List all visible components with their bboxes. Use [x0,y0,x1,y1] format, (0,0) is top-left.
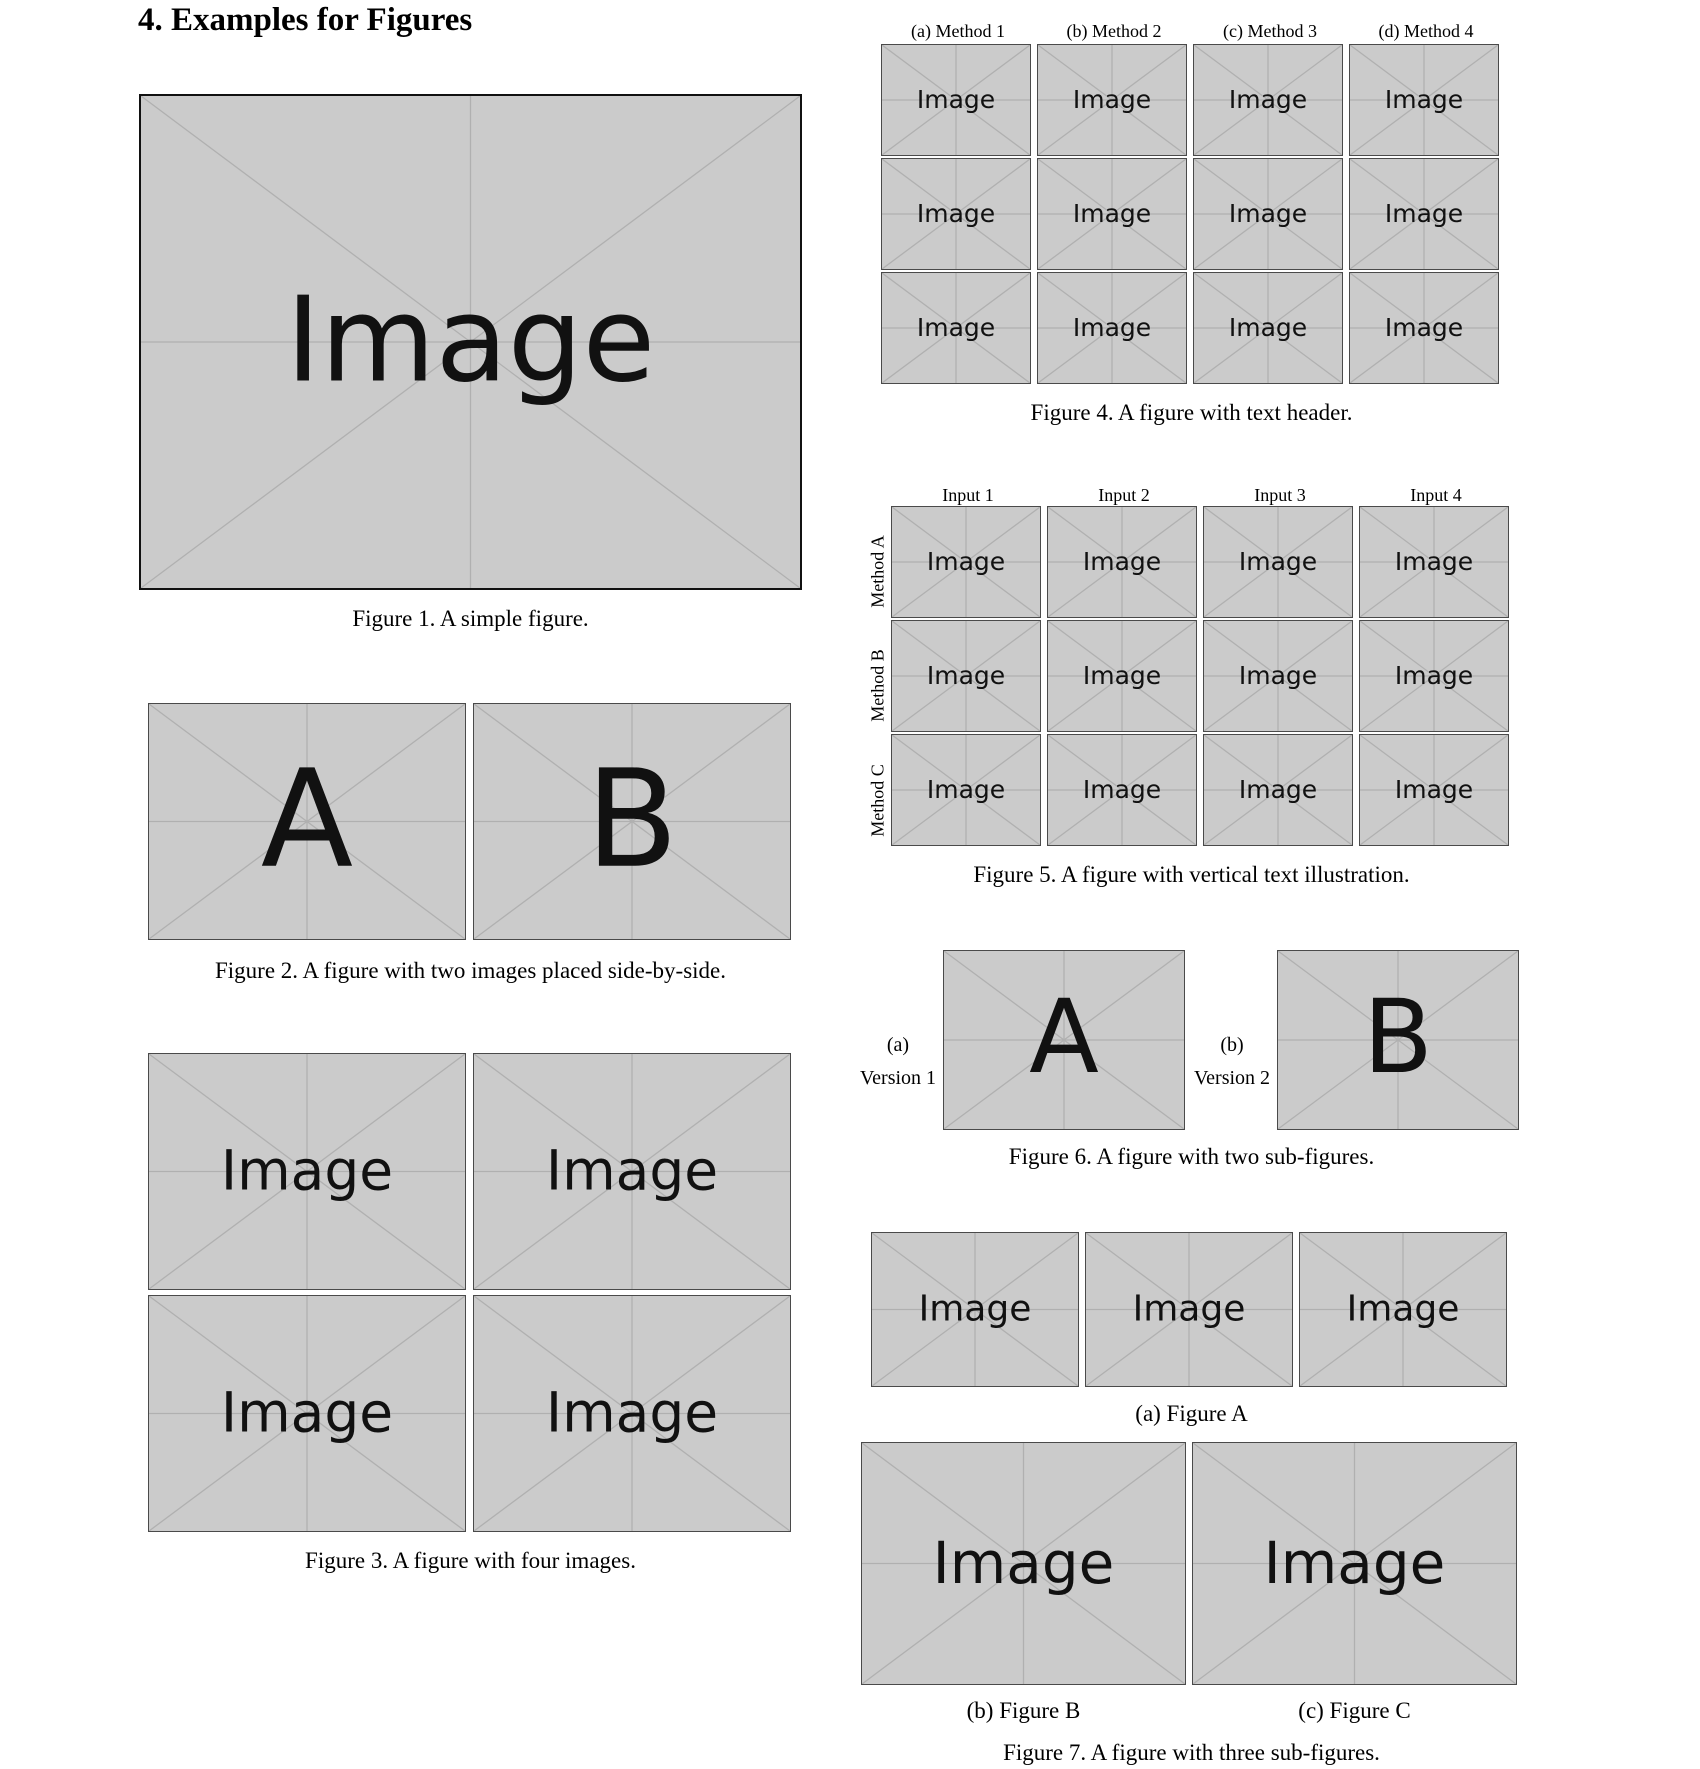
figure-5-cell-r2-c2 [1047,620,1197,732]
figure-6-sub-a-tag: (a) [886,1034,910,1056]
placeholder-label: Image [220,1379,394,1444]
figure-5-cell-r1-c2 [1047,506,1197,618]
figure-5-cell-r2-c3 [1203,620,1353,732]
placeholder-label: Image [916,85,996,114]
figure-5-cell-r3-c4 [1359,734,1509,846]
placeholder-label: A [260,740,354,898]
placeholder-label: Image [1228,199,1308,228]
figure-7c-image [1192,1442,1517,1685]
figure-5-cell-r2-c1 [891,620,1041,732]
placeholder-label: Image [1384,85,1464,114]
placeholder-label: B [585,740,679,898]
figure-7-sub-b-caption: (b) Figure B [966,1698,1081,1723]
figure-5-cell-r1-c4 [1359,506,1509,618]
figure-5-cell-r2-c4 [1359,620,1509,732]
figure-5-cell-r1-c1 [891,506,1041,618]
figure-4-header-4: (d) Method 4 [1378,21,1474,41]
figure-4-header-2: (b) Method 2 [1066,21,1162,41]
figure-5-cell-r1-c3 [1203,506,1353,618]
figure-4-cell-r2-c2 [1037,158,1187,270]
figure-6-sub-b-tag: (b) [1220,1034,1244,1056]
figure-4-cell-r2-c4 [1349,158,1499,270]
figure-4-cell-r3-c2 [1037,272,1187,384]
placeholder-label: Image [1072,313,1152,342]
placeholder-label: Image [545,1379,719,1444]
figure-4-cell-r1-c1 [881,44,1031,156]
placeholder-label: Image [1082,547,1162,576]
figure-5-col-header-1: Input 1 [942,485,994,505]
figure-5-cell-r3-c2 [1047,734,1197,846]
placeholder-label: Image [545,1137,719,1202]
figure-5-cell-r3-c1 [891,734,1041,846]
figure-4-cell-r3-c4 [1349,272,1499,384]
figure-5-caption: Figure 5. A figure with vertical text illustration. [973,862,1410,887]
figure-5-row-header-3: Method C [867,764,888,837]
figure-5-col-header-2: Input 2 [1098,485,1150,505]
placeholder-label: Image [926,775,1006,804]
placeholder-label: Image [916,199,996,228]
figure-4-cell-r1-c2 [1037,44,1187,156]
figure-5-row-header-1: Method A [867,535,888,608]
placeholder-label: Image [1082,775,1162,804]
figure-5-row-header-2: Method B [867,649,888,722]
placeholder-label: A [1029,977,1099,1097]
figure-4-cell-r1-c4 [1349,44,1499,156]
figure-5-cell-r3-c3 [1203,734,1353,846]
figure-4-header-1: (a) Method 1 [911,21,1005,41]
figure-4-cell-r2-c3 [1193,158,1343,270]
placeholder-label: Image [932,1528,1115,1597]
figure-7-sub-a-caption: (a) Figure A [1135,1401,1248,1426]
figure-7-caption: Figure 7. A figure with three sub-figures. [1003,1740,1380,1765]
figure-4-header-3: (c) Method 3 [1223,21,1317,41]
placeholder-label: Image [926,547,1006,576]
figure-2-caption: Figure 2. A figure with two images placed side-by-side. [214,958,726,983]
figure-1-caption: Figure 1. A simple figure. [352,606,589,631]
figure-6-image-b [1277,950,1519,1130]
section-heading: 4. Examples for Figures [138,2,473,38]
figure-4-cell-r3-c1 [881,272,1031,384]
figure-4-caption: Figure 4. A figure with text header. [1030,400,1353,425]
figure-3-image-3 [148,1295,466,1532]
placeholder-label: Image [1394,775,1474,804]
figure-1-image-placeholder [139,94,802,590]
placeholder-label: Image [1384,313,1464,342]
figure-5-col-header-4: Input 4 [1410,485,1462,505]
placeholder-label: Image [1228,85,1308,114]
placeholder-label: Image [1346,1287,1460,1329]
figure-7a-image-3 [1299,1232,1507,1387]
figure-6-sub-a-name: Version 1 [859,1067,937,1089]
figure-3-image-1 [148,1053,466,1290]
placeholder-label: B [1363,977,1433,1097]
figure-2-image-a [148,703,466,940]
placeholder-label: Image [1384,199,1464,228]
figure-7-sub-c-caption: (c) Figure C [1298,1698,1411,1723]
figure-5-col-header-3: Input 3 [1254,485,1306,505]
figure-6-caption: Figure 6. A figure with two sub-figures. [1008,1144,1375,1169]
figure-7a-image-1 [871,1232,1079,1387]
figure-4-cell-r1-c3 [1193,44,1343,156]
figure-7a-image-2 [1085,1232,1293,1387]
placeholder-label: Image [1394,661,1474,690]
placeholder-label: Image [1072,85,1152,114]
placeholder-label: Image [285,270,656,409]
placeholder-label: Image [1238,775,1318,804]
figure-2-image-b [473,703,791,940]
placeholder-label: Image [1228,313,1308,342]
placeholder-label: Image [1082,661,1162,690]
placeholder-label: Image [918,1287,1032,1329]
placeholder-label: Image [220,1137,394,1202]
placeholder-label: Image [1263,1528,1446,1597]
placeholder-label: Image [916,313,996,342]
figure-3-caption: Figure 3. A figure with four images. [305,1548,636,1573]
figure-6-sub-b-name: Version 2 [1193,1067,1271,1089]
placeholder-label: Image [1238,661,1318,690]
figure-4-cell-r3-c3 [1193,272,1343,384]
figure-3-image-2 [473,1053,791,1290]
figure-6-image-a [943,950,1185,1130]
placeholder-label: Image [1072,199,1152,228]
placeholder-label: Image [1132,1287,1246,1329]
figure-4-cell-r2-c1 [881,158,1031,270]
placeholder-label: Image [926,661,1006,690]
placeholder-label: Image [1394,547,1474,576]
placeholder-label: Image [1238,547,1318,576]
figure-7b-image [861,1442,1186,1685]
figure-3-image-4 [473,1295,791,1532]
